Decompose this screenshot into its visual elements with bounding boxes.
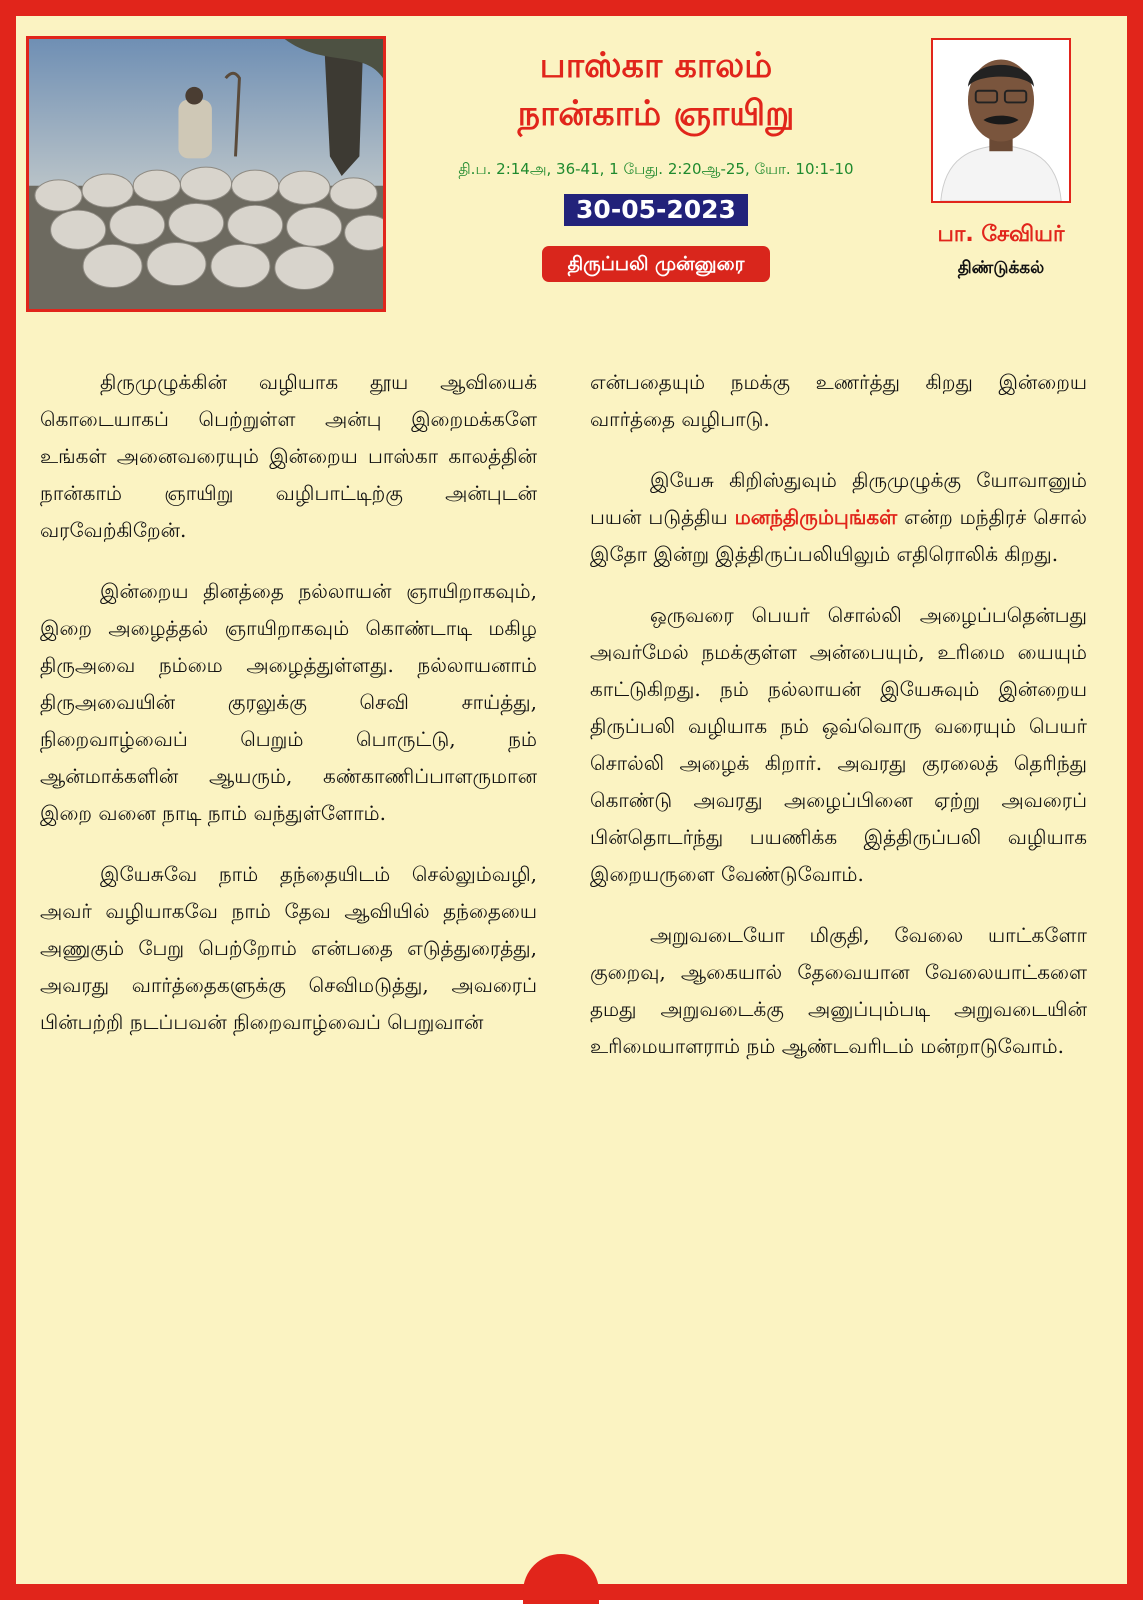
left-paragraph-2: இன்றைய தினத்தை நல்லாயன் ஞாயிறாகவும், இறை அழைத்தல் ஞாயிறாகவும் கொண்டாடி மகிழ திருஅவை நம்மை அழைத்துள்ளது. நல்லாயனாம் திருஅவையின் குரலுக்கு செவி சாய்த்து, நிறைவாழ்வைப் பெறும் பொருட்டு, நம் ஆன்மாக்களின் ஆயரும், கண்காணிப்பாளருமான இறை வனை நாடி நாம் வந்துள்ளோம். bbox=[40, 579, 537, 825]
header bbox=[406, 42, 906, 282]
author-photo bbox=[931, 38, 1071, 203]
right-paragraph-2 bbox=[590, 462, 1087, 573]
author-name: பா. சேவியர் bbox=[937, 222, 1065, 247]
title-line-1: பாஸ்கா காலம் bbox=[539, 46, 773, 86]
section-tag: திருப்பலி முன்னுரை bbox=[542, 246, 771, 282]
right-paragraph-3: ஒருவரை பெயர் சொல்லி அழைப்பதென்பது அவர்மேல் நமக்குள்ள அன்பையும், உரிமை யையும் காட்டுகிறது. நம் நல்லாயன் இயேசுவும் இன்றைய திருப்பலி வழியாக நம் ஒவ்வொரு வரையும் பெயர் சொல்லி அழைக் கிறார். அவரது குரலைத் தெரிந்து கொண்டு அவரது அழைப்பினை ஏற்று அவரைப் பின்தொடர்ந்து பயணிக்க இத்திருப்பலி வழியாக இறையருளை வேண்டுவோம். bbox=[590, 603, 1087, 886]
right-paragraph-2-start: இயேசு கிறிஸ்துவும் திருமுழுக்கு யோவானும் பயன் படுத்திய bbox=[590, 468, 1087, 529]
left-paragraph-1: திருமுழுக்கின் வழியாக தூய ஆவியைக் கொடையாகப் பெற்றுள்ள அன்பு இறைமக்களே உங்கள் அனைவரையும் இன்றைய பாஸ்கா காலத்தின் நான்காம் ஞாயிறு வழிபாட்டிற்கு அன்புடன் வரவேற்கிறேன். bbox=[40, 370, 537, 542]
scripture-readings: தி.ப. 2:14அ, 36-41, 1 பேது. 2:20ஆ-25, யோ. 10:1-10 bbox=[458, 160, 854, 178]
author-place: திண்டுக்கல் bbox=[957, 258, 1045, 278]
right-paragraph-2-end: என்ற மந்திரச் சொல் இதோ இன்று இத்திருப்பலியிலும் எதிரொலிக் கிறது. bbox=[590, 505, 1087, 566]
shepherd-flock-illustration bbox=[29, 39, 383, 309]
right-column bbox=[590, 364, 1087, 1089]
title-line-2: நான்காம் ஞாயிறு bbox=[517, 94, 795, 134]
author-portrait bbox=[933, 40, 1069, 201]
left-column bbox=[40, 364, 537, 1065]
shepherd-flock-image bbox=[26, 36, 386, 312]
highlighted-word: மனந்திரும்புங்கள் bbox=[734, 505, 898, 529]
left-paragraph-3: இயேசுவே நாம் தந்தையிடம் செல்லும்வழி, அவர் வழியாகவே நாம் தேவ ஆவியில் தந்தையை அணுகும் பேறு பெற்றோம் என்பதை எடுத்துரைத்து, அவரது வார்த்தைகளுக்கு செவிமடுத்து, அவரைப் பின்பற்றி நடப்பவன் நிறைவாழ்வைப் பெறுவான் bbox=[40, 862, 537, 1034]
bottom-decoration bbox=[523, 1554, 599, 1604]
right-paragraph-1: என்பதையும் நமக்கு உணர்த்து கிறது இன்றைய வார்த்தை வழிபாடு. bbox=[590, 370, 1087, 431]
right-paragraph-4: அறுவடையோ மிகுதி, வேலை யாட்களோ குறைவு, ஆகையால் தேவையான வேலையாட்களை தமது அறுவடைக்கு அனுப்பும்படி அறுவடையின் உரிமையாளராம் நம் ஆண்டவரிடம் மன்றாடுவோம். bbox=[590, 923, 1087, 1058]
date-badge: 30-05-2023 bbox=[564, 194, 748, 226]
